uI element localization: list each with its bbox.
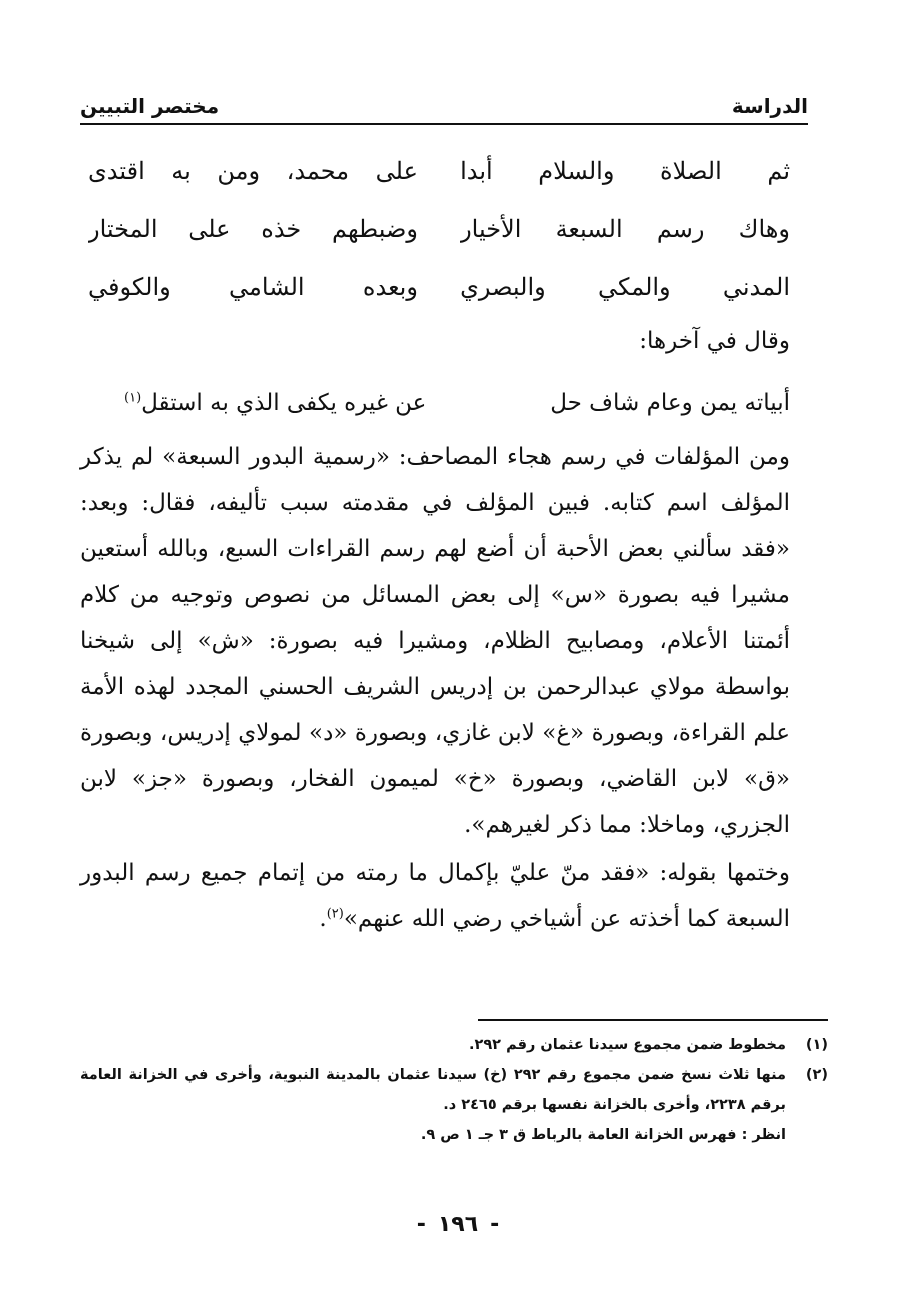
closing-verse xyxy=(80,378,790,428)
footnote-number: (١) xyxy=(805,1037,828,1053)
footnote-number: (٢) xyxy=(805,1067,828,1083)
footnote xyxy=(80,1030,828,1060)
header-book-title: مختصر التبيين xyxy=(80,94,220,118)
intro-line: وقال في آخرها: xyxy=(639,328,790,354)
footnotes xyxy=(80,1030,828,1150)
verse-block xyxy=(88,142,790,316)
paragraph-conclusion xyxy=(80,850,790,942)
header-section-title: الدراسة xyxy=(731,94,808,118)
page-number-dash: - xyxy=(416,1212,426,1237)
verse-first-hemistich: ثم الصلاة والسلام أبدا xyxy=(460,157,790,185)
body-text xyxy=(80,318,790,942)
verse-line xyxy=(88,200,790,258)
page-number-value: ١٩٦ xyxy=(437,1212,479,1237)
footnote-text: منها ثلاث نسخ ضمن مجموع رقم ٢٩٢ (خ) سيدنا عثمان بالمدينة النبوية، وأخرى في الخزانة العامة برقم ٢٢٣٨، وأخرى بالخزانة نفسها برقم ٢٤٦٥ د. xyxy=(80,1067,786,1113)
closing-verse-second: عن غيره يكفى الذي به استقل xyxy=(141,390,427,416)
verse-second-hemistich: وبعده الشامي والكوفي xyxy=(88,273,418,301)
header-rule xyxy=(80,123,808,125)
page-number xyxy=(0,1212,916,1237)
footnote-ref-2: (٢) xyxy=(326,906,344,922)
running-header xyxy=(80,78,808,118)
footnote xyxy=(80,1060,828,1120)
closing-verse-second-wrap xyxy=(124,378,426,428)
paragraph-rasmiyya: ومن المؤلفات في رسم هجاء المصاحف: «رسمية البدور السبعة» لم يذكر المؤلف اسم كتابه. فبين المؤلف في مقدمته سبب تأليفه، فقال: وبعد: «فقد سألني بعض الأحبة أن أضع لهم رسم القراءات السبع، وبالله أستعين مشيرا فيه بصورة «س» إلى بعض المسائل من نصوص وتوجيه من كلام أئمتنا الأعلام، ومصابيح الظلام، ومشيرا فيه بصورة: «ش» إلى شيخنا بواسطة مولاي عبدالرحمن بن إدريس الشريف الحسني المجدد لهذه الأمة علم القراءة، وبصورة «غ» لابن غازي، وبصورة «د» لمولاي إدريس، وبصورة «ق» لابن القاضي، وبصورة «خ» لميمون الفخار، وبصورة «جز» لابن الجزري، وماخلا: مما ذكر لغيرهم». xyxy=(80,444,790,838)
verse-line xyxy=(88,142,790,200)
footnote-reference: انظر : فهرس الخزانة العامة بالرباط ق ٣ جـ ١ ص ٩. xyxy=(420,1127,786,1143)
footnote-ref-1: (١) xyxy=(124,390,142,406)
paragraph-conclusion-end: . xyxy=(319,906,327,932)
verse-first-hemistich: وهاك رسم السبعة الأخيار xyxy=(460,215,790,243)
verse-line xyxy=(88,258,790,316)
verse-second-hemistich: وضبطهم خذه على المختار xyxy=(88,215,418,243)
footnote-rule xyxy=(478,1019,828,1021)
closing-verse-first: أبياته يمن وعام شاف حل xyxy=(550,390,790,416)
verse-first-hemistich: المدني والمكي والبصري xyxy=(460,273,790,301)
page-number-dash: - xyxy=(490,1212,500,1237)
verse-second-hemistich: على محمد، ومن به اقتدى xyxy=(88,157,418,185)
paragraph-conclusion-text: وختمها بقوله: «فقد منّ عليّ بإكمال ما رمته من إتمام جميع رسم البدور السبعة كما أخذته عن أشياخي رضي الله عنهم» xyxy=(80,860,790,932)
footnote-text: مخطوط ضمن مجموع سيدنا عثمان رقم ٢٩٢. xyxy=(468,1037,786,1053)
